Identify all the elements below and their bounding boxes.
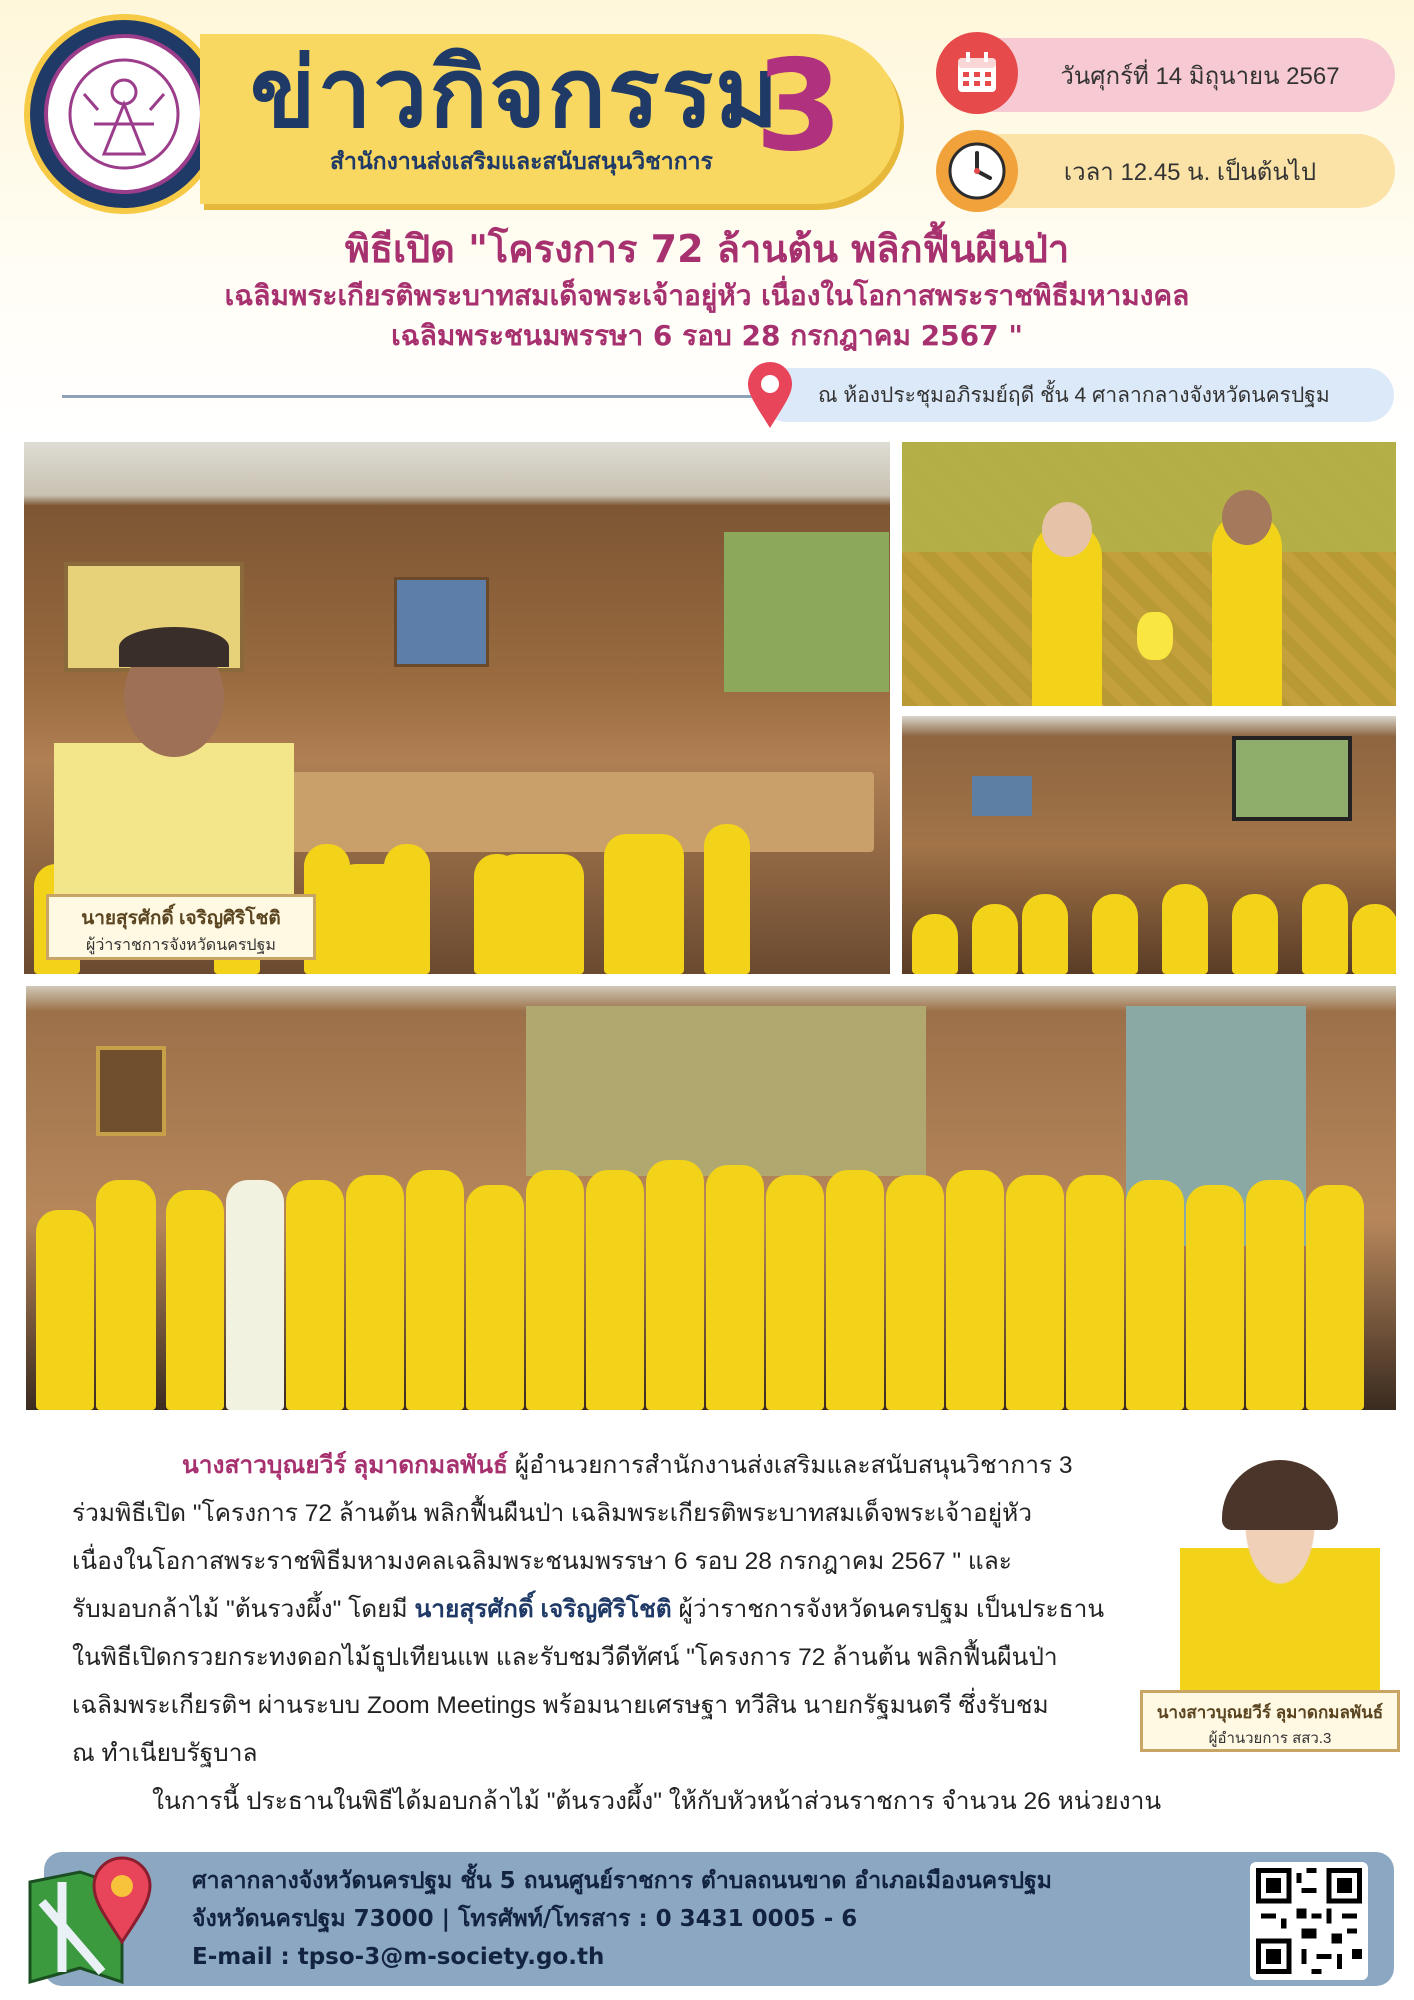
ministry-seal-logo bbox=[24, 14, 224, 214]
qr-code[interactable] bbox=[1250, 1862, 1368, 1980]
deity-emblem-icon bbox=[64, 54, 184, 174]
paragraph-line-5: ในพิธีเปิดกรวยกระทงดอกไม้ธูปเทียนแพ และรับชมวีดีทัศน์ "โครงการ 72 ล้านต้น พลิกฟื้นผืนป่า bbox=[72, 1644, 1058, 1671]
headline-line-3: เฉลิมพระชนมพรรษา 6 รอบ 28 กรกฎาคม 2567 " bbox=[391, 319, 1023, 352]
location-pill bbox=[760, 368, 1394, 422]
zoom-viewing-photo bbox=[900, 714, 1398, 976]
time-text: เวลา 12.45 น. เป็นต้นไป bbox=[1063, 158, 1317, 186]
qr-code-icon bbox=[1256, 1868, 1362, 1974]
wall-picture bbox=[394, 577, 489, 667]
article-body bbox=[72, 1442, 1162, 1826]
director-caption-role: ผู้อำนวยการ สสว.3 bbox=[1208, 1730, 1332, 1747]
footer-address-2: จังหวัดนครปฐม 73000 | โทรศัพท์/โทรสาร : 0 3431 0005 - 6 bbox=[192, 1906, 858, 1932]
headline-line-1: พิธีเปิด "โครงการ 72 ล้านต้น พลิกฟื้นผืนป่า bbox=[344, 227, 1070, 271]
location-text: ณ ห้องประชุมอภิรมย์ฤดี ชั้น 4 ศาลากลางจังหวัดนครปฐม bbox=[818, 383, 1330, 407]
projector-screen bbox=[1232, 736, 1352, 821]
governor-name: นายสุรศักดิ์ เจริญศิริโชติ bbox=[81, 908, 281, 929]
director-caption bbox=[1140, 1690, 1400, 1752]
paragraph-line-3: เนื่องในโอกาสพระราชพิธีมหามงคลเฉลิมพระชนมพรรษา 6 รอบ 28 กรกฎาคม 2567 " และ bbox=[72, 1548, 1012, 1575]
meeting-room-photo bbox=[22, 440, 892, 976]
audience bbox=[902, 832, 1396, 974]
time-pill bbox=[955, 134, 1395, 208]
governor-role: ผู้ว่าราชการจังหวัดนครปฐม bbox=[86, 937, 276, 954]
line1-rest: ผู้อำนวยการสำนักงานส่งเสริมและสนับสนุนวิชาการ 3 bbox=[507, 1452, 1073, 1479]
event-backdrop bbox=[724, 532, 889, 692]
footer-contact bbox=[192, 1862, 1052, 1976]
governor-caption bbox=[46, 894, 316, 960]
calendar-icon bbox=[936, 32, 1018, 114]
date-pill bbox=[955, 38, 1395, 112]
group-photo bbox=[24, 984, 1398, 1412]
paragraph-line-1 bbox=[72, 1442, 1152, 1490]
director-caption-name: นางสาวบุณยวีร์ ลุมาดกมลพันธ์ bbox=[1156, 1703, 1384, 1722]
brand-number: 3 bbox=[755, 32, 843, 179]
headline-line-2: เฉลิมพระเกียรติพระบาทสมเด็จพระเจ้าอยู่หัว เนื่องในโอกาสพระราชพิธีมหามงคล bbox=[224, 279, 1190, 312]
paragraph-line-4 bbox=[72, 1586, 1152, 1634]
footer-email: E-mail : tpso-3@m-society.go.th bbox=[192, 1944, 605, 1970]
brand-title: ข่าวกิจกรรม bbox=[250, 37, 781, 149]
participants-row bbox=[26, 1062, 1396, 1410]
governor-name-highlight: นายสุรศักดิ์ เจริญศิริโชติ bbox=[414, 1596, 672, 1623]
paragraph-line-2: ร่วมพิธีเปิด "โครงการ 72 ล้านต้น พลิกฟื้นผืนป่า เฉลิมพระเกียรติพระบาทสมเด็จพระเจ้าอยู่หัว bbox=[72, 1500, 1033, 1527]
date-text: วันศุกร์ที่ 14 มิถุนายน 2567 bbox=[1060, 62, 1340, 90]
line4-a: รับมอบกล้าไม้ "ต้นรวงผึ้ง" โดยมี bbox=[72, 1596, 415, 1623]
footer-address-1: ศาลากลางจังหวัดนครปฐม ชั้น 5 ถนนศูนย์ราชการ ตำบลถนนขาด อำเภอเมืองนครปฐม bbox=[192, 1868, 1052, 1894]
location-pin-icon bbox=[745, 360, 795, 430]
governor-portrait bbox=[54, 617, 294, 897]
line4-b: ผู้ว่าราชการจังหวัดนครปฐม เป็นประธาน bbox=[671, 1596, 1105, 1623]
director-portrait bbox=[1180, 1448, 1380, 1698]
paragraph-line-7: ณ ทำเนียบรัฐบาล bbox=[72, 1740, 258, 1767]
paragraph-line-8: ในการนี้ ประธานในพิธีได้มอบกล้าไม้ "ต้นรวงผึ้ง" ให้กับหัวหน้าส่วนราชการ จำนวน 26 หน่วยงาน bbox=[152, 1788, 1162, 1815]
director-name-highlight: นางสาวบุณยวีร์ ลุมาดกมลพันธ์ bbox=[182, 1452, 508, 1479]
brand-subtitle: สำนักงานส่งเสริมและสนับสนุนวิชาการ bbox=[330, 149, 713, 175]
seedling-handover-photo bbox=[900, 440, 1398, 708]
clock-icon bbox=[936, 130, 1018, 212]
map-pin-icon bbox=[22, 1842, 160, 1992]
paragraph-line-6: เฉลิมพระเกียรติฯ ผ่านระบบ Zoom Meetings พร้อมนายเศรษฐา ทวีสิน นายกรัฐมนตรี ซึ่งรับชม bbox=[72, 1692, 1049, 1719]
divider-rule bbox=[62, 395, 752, 398]
